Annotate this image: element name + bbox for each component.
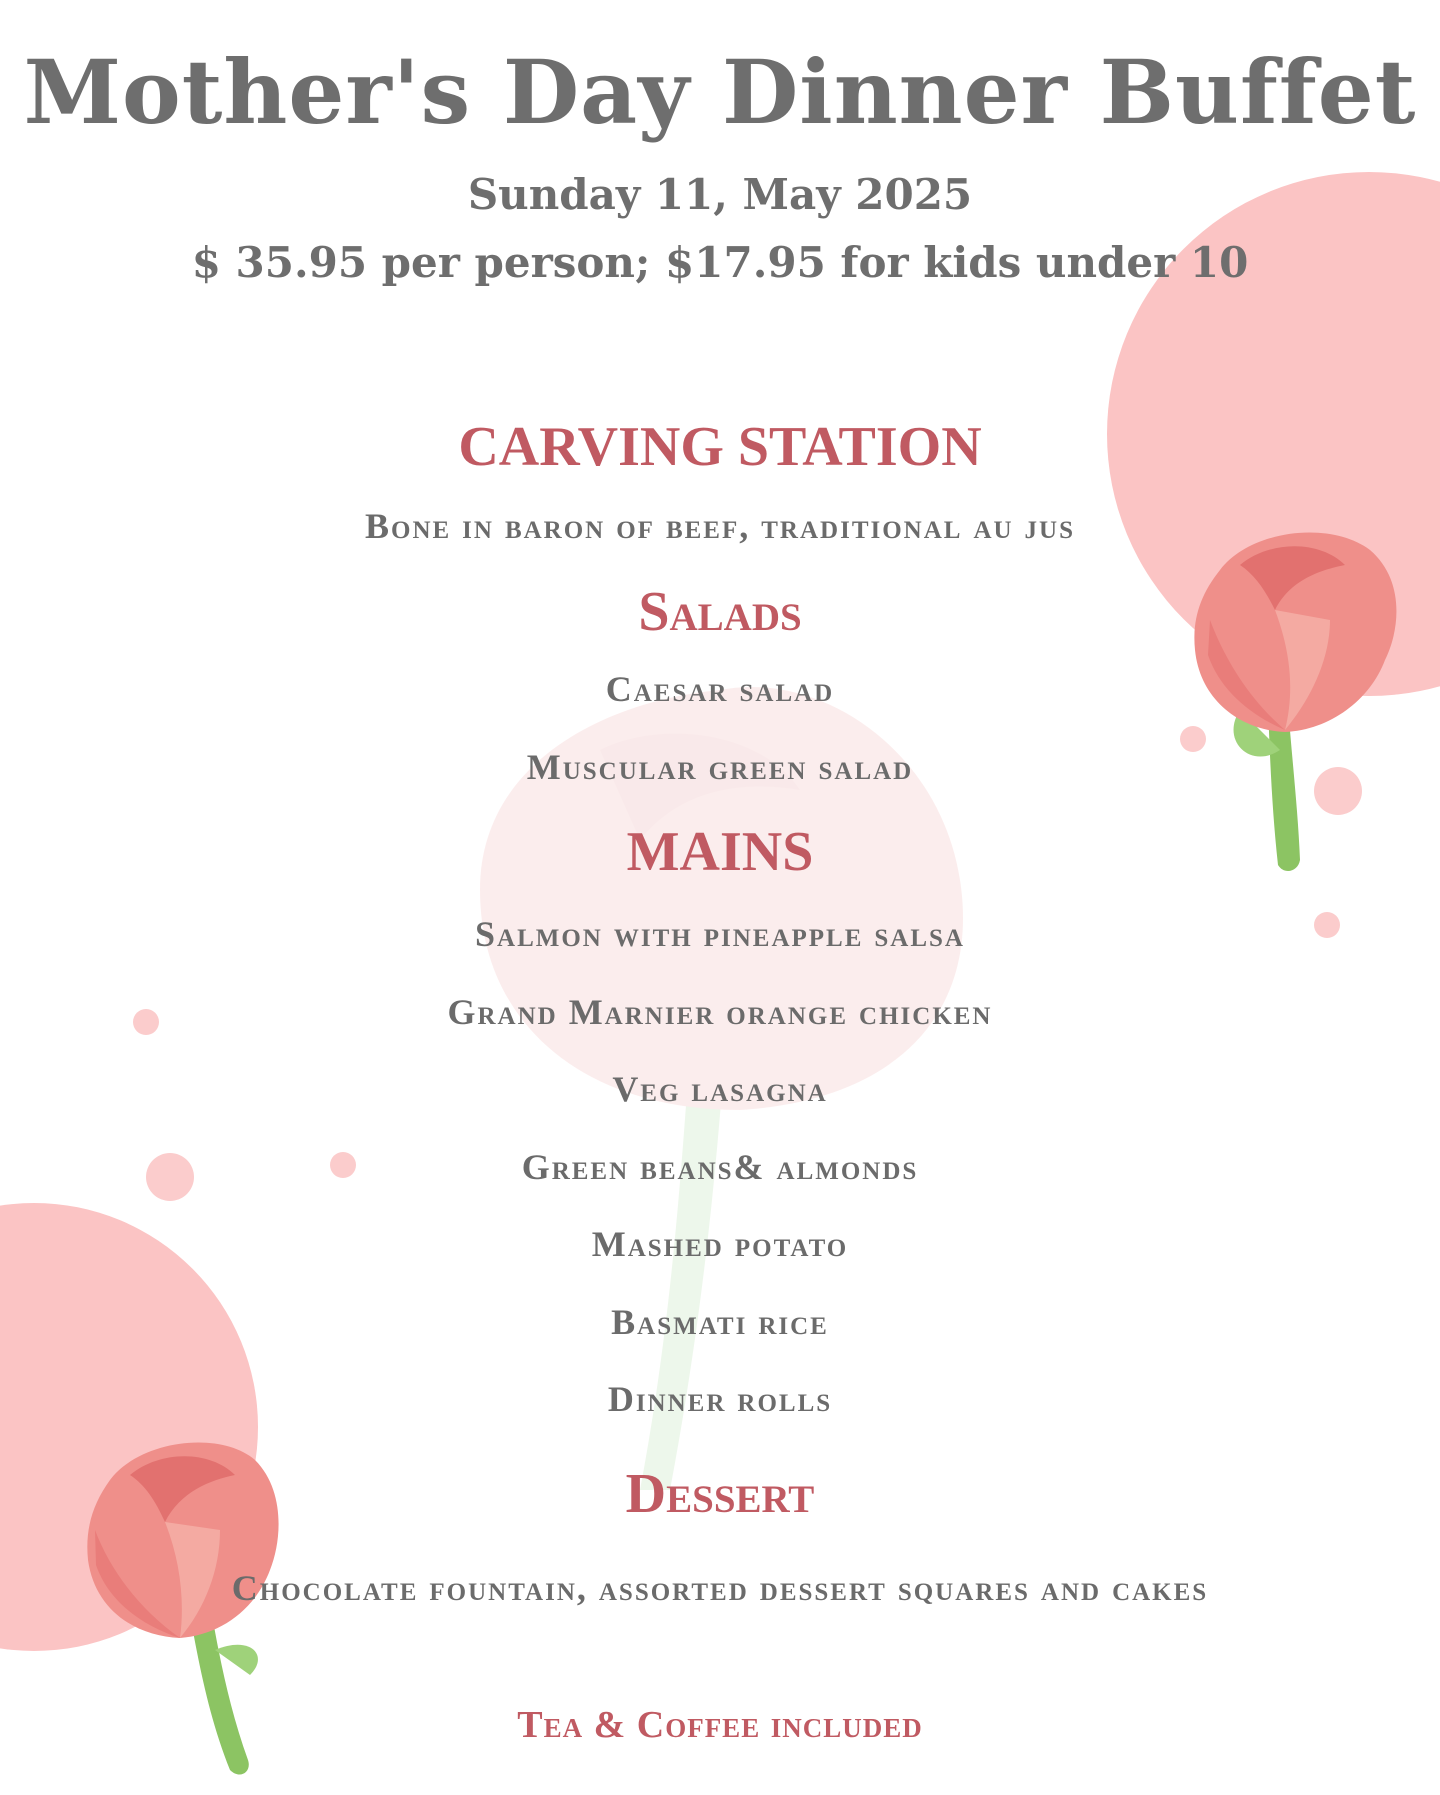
section-heading-carving: CARVING STATION — [458, 416, 982, 478]
menu-item: Grand Marnier orange chicken — [447, 992, 993, 1032]
footer-note: Tea & Coffee included — [517, 1704, 923, 1746]
page-title: Mother's Day Dinner Buffet — [23, 40, 1417, 144]
section-heading-mains: MAINS — [626, 821, 814, 883]
menu-item: Mashed potato — [591, 1224, 849, 1264]
section-heading-dessert: Dessert — [625, 1463, 815, 1525]
menu-item: Bone in baron of beef, traditional au jus — [364, 506, 1076, 546]
menu-item: Dinner rolls — [607, 1379, 833, 1419]
menu-item: Veg lasagna — [612, 1069, 828, 1109]
section-heading-salads: Salads — [638, 581, 802, 643]
menu-item: Salmon with pineapple salsa — [475, 914, 965, 954]
menu-item: Green beans& almonds — [521, 1147, 919, 1187]
menu-item: Chocolate fountain, assorted dessert squares and cakes — [231, 1568, 1209, 1608]
event-price: $ 35.95 per person; $17.95 for kids under 10 — [191, 238, 1249, 287]
event-date: Sunday 11, May 2025 — [467, 170, 973, 219]
menu-item: Muscular green salad — [526, 747, 914, 787]
menu-item: Caesar salad — [605, 669, 835, 709]
menu-item: Basmati rice — [611, 1302, 829, 1342]
